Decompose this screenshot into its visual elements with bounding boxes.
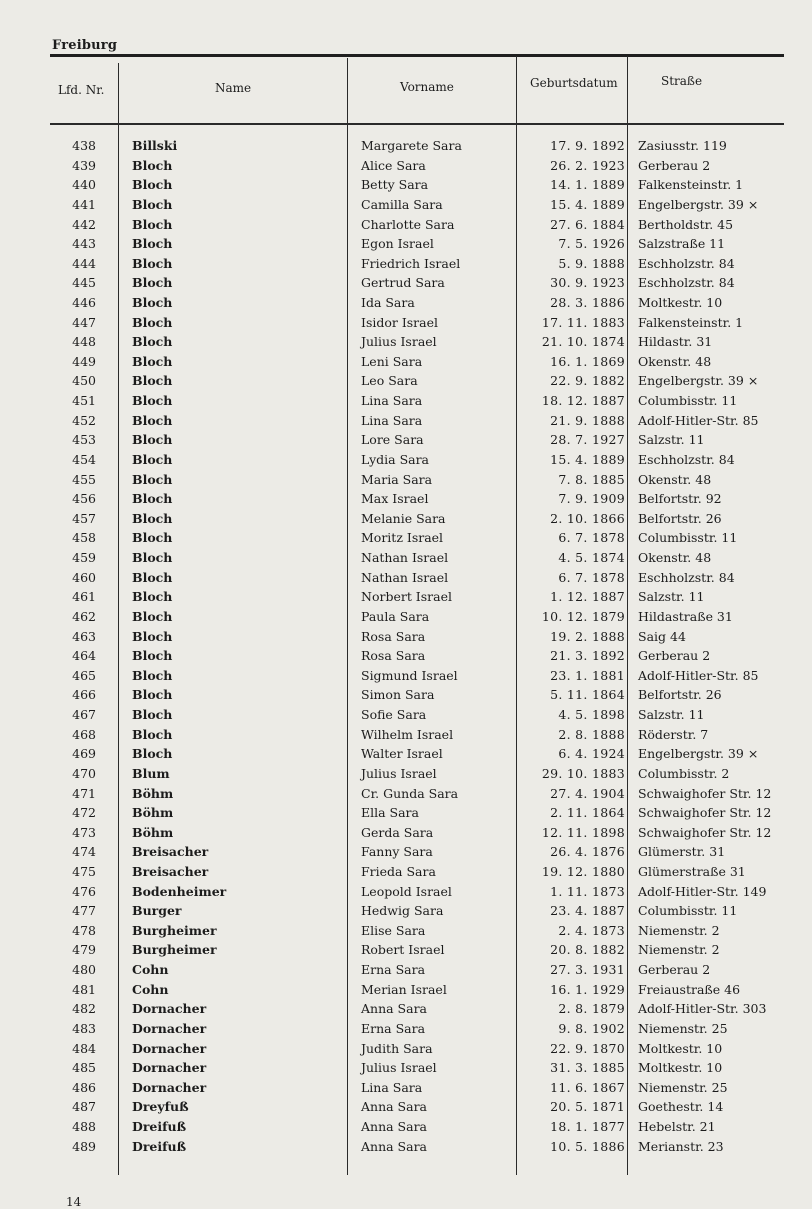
- row-strasse: Niemenstr. 2: [638, 942, 720, 958]
- row-number: 471: [72, 785, 96, 801]
- row-name: Bloch: [132, 687, 173, 703]
- row-strasse: Columbisstr. 11: [638, 530, 738, 546]
- row-name: Dornacher: [132, 1040, 207, 1056]
- row-number: 449: [72, 353, 96, 369]
- row-vorname: Julius Israel: [361, 1060, 437, 1076]
- row-name: Bloch: [132, 589, 173, 605]
- row-geburtsdatum: 1. 12. 1887: [550, 589, 625, 605]
- row-name: Bloch: [132, 393, 173, 409]
- row-strasse: Moltkestr. 10: [638, 1060, 723, 1076]
- row-strasse: Eschholzstr. 84: [638, 451, 735, 467]
- row-strasse: Salzstr. 11: [638, 589, 705, 605]
- row-geburtsdatum: 11. 6. 1867: [550, 1079, 625, 1095]
- row-vorname: Anna Sara: [361, 1099, 427, 1115]
- row-vorname: Robert Israel: [361, 942, 445, 958]
- row-vorname: Anna Sara: [361, 1138, 427, 1154]
- row-name: Bloch: [132, 295, 173, 310]
- page-number: 14: [66, 1195, 82, 1209]
- row-strasse: Niemenstr. 2: [638, 922, 720, 938]
- row-number: 460: [72, 569, 96, 585]
- row-number: 441: [72, 196, 96, 212]
- row-number: 458: [72, 530, 96, 546]
- row-strasse: Falkensteinstr. 1: [638, 177, 744, 193]
- row-vorname: Frieda Sara: [361, 863, 436, 879]
- row-name: Böhm: [132, 805, 174, 821]
- row-name: Bloch: [132, 726, 173, 742]
- row-vorname: Charlotte Sara: [361, 216, 455, 232]
- row-vorname: Lore Sara: [361, 432, 424, 448]
- row-vorname: Judith Sara: [361, 1040, 433, 1056]
- row-number: 474: [72, 844, 96, 860]
- row-name: Bloch: [132, 628, 173, 644]
- row-strasse: Moltkestr. 10: [638, 295, 723, 310]
- row-geburtsdatum: 7. 8. 1885: [558, 471, 625, 487]
- row-name: Bloch: [132, 471, 173, 487]
- row-number: 475: [72, 863, 96, 879]
- row-geburtsdatum: 2. 8. 1888: [558, 726, 625, 742]
- row-strasse: Glümerstr. 31: [638, 844, 726, 860]
- row-name: Burger: [132, 903, 182, 919]
- row-strasse: Columbisstr. 2: [638, 765, 730, 781]
- row-strasse: Salzstr. 11: [638, 707, 705, 722]
- row-number: 453: [72, 432, 96, 448]
- row-geburtsdatum: 4. 5. 1874: [558, 550, 625, 565]
- row-strasse: Engelbergstr. 39 ×: [638, 746, 759, 762]
- row-number: 476: [72, 883, 96, 899]
- row-vorname: Betty Sara: [361, 177, 429, 193]
- row-geburtsdatum: 21. 10. 1874: [541, 334, 625, 350]
- row-number: 468: [72, 726, 96, 742]
- header-rule: [50, 123, 784, 125]
- row-name: Bloch: [132, 412, 173, 428]
- row-name: Bloch: [132, 353, 173, 369]
- row-name: Bloch: [132, 216, 173, 232]
- row-vorname: Leo Sara: [361, 373, 418, 389]
- row-strasse: Merianstr. 23: [638, 1138, 724, 1154]
- row-name: Blum: [132, 765, 170, 781]
- row-vorname: Merian Israel: [361, 981, 447, 997]
- row-geburtsdatum: 2. 10. 1866: [550, 510, 625, 526]
- row-name: Bloch: [132, 255, 173, 271]
- row-vorname: Julius Israel: [361, 334, 437, 350]
- row-name: Bloch: [132, 334, 173, 350]
- row-vorname: Melanie Sara: [361, 510, 446, 526]
- row-strasse: Goethestr. 14: [638, 1099, 724, 1115]
- row-geburtsdatum: 23. 4. 1887: [550, 903, 625, 919]
- row-vorname: Wilhelm Israel: [361, 726, 454, 742]
- row-geburtsdatum: 18. 1. 1877: [550, 1119, 625, 1134]
- row-number: 439: [72, 157, 96, 173]
- row-number: 483: [72, 1020, 96, 1036]
- row-number: 443: [72, 236, 96, 252]
- row-number: 446: [72, 295, 96, 310]
- row-name: Billski: [132, 138, 178, 153]
- row-geburtsdatum: 26. 2. 1923: [550, 157, 625, 173]
- row-vorname: Nathan Israel: [361, 569, 449, 585]
- row-strasse: Salzstraße 11: [638, 236, 726, 252]
- row-vorname: Rosa Sara: [361, 648, 426, 664]
- row-geburtsdatum: 10. 5. 1886: [550, 1138, 625, 1154]
- column-divider-2: [347, 58, 348, 1175]
- column-header-name: Name: [215, 81, 252, 95]
- row-vorname: Hedwig Sara: [361, 903, 444, 919]
- row-number: 463: [72, 628, 96, 644]
- row-number: 479: [72, 942, 96, 958]
- row-vorname: Margarete Sara: [361, 138, 462, 153]
- row-number: 477: [72, 903, 96, 919]
- row-geburtsdatum: 6. 7. 1878: [558, 530, 625, 546]
- row-vorname: Paula Sara: [361, 608, 430, 624]
- row-geburtsdatum: 22. 9. 1882: [550, 373, 625, 389]
- row-strasse: Engelbergstr. 39 ×: [638, 196, 759, 212]
- row-name: Böhm: [132, 824, 174, 840]
- row-name: Dornacher: [132, 1060, 207, 1076]
- row-geburtsdatum: 18. 12. 1887: [541, 393, 625, 409]
- row-number: 442: [72, 216, 96, 232]
- row-strasse: Freiaustraße 46: [638, 981, 741, 997]
- row-name: Bloch: [132, 275, 173, 291]
- row-name: Dornacher: [132, 1020, 207, 1036]
- row-geburtsdatum: 5. 11. 1864: [550, 687, 625, 703]
- row-geburtsdatum: 2. 8. 1879: [558, 1001, 625, 1017]
- row-name: Dreifuß: [132, 1138, 187, 1154]
- row-strasse: Okenstr. 48: [638, 550, 712, 565]
- row-strasse: Adolf-Hitler-Str. 149: [638, 883, 767, 899]
- row-name: Burgheimer: [132, 922, 217, 938]
- row-geburtsdatum: 27. 3. 1931: [550, 962, 625, 977]
- row-vorname: Sigmund Israel: [361, 667, 458, 683]
- row-number: 455: [72, 471, 96, 487]
- city-heading: Freiburg: [52, 38, 118, 53]
- row-geburtsdatum: 6. 7. 1878: [558, 569, 625, 585]
- row-number: 445: [72, 275, 96, 291]
- row-number: 440: [72, 177, 96, 193]
- row-geburtsdatum: 20. 8. 1882: [550, 942, 625, 958]
- row-number: 478: [72, 922, 96, 938]
- row-name: Dreifuß: [132, 1119, 187, 1134]
- row-geburtsdatum: 10. 12. 1879: [541, 608, 625, 624]
- row-vorname: Rosa Sara: [361, 628, 426, 644]
- row-number: 467: [72, 707, 96, 722]
- row-strasse: Moltkestr. 10: [638, 1040, 723, 1056]
- row-geburtsdatum: 5. 9. 1888: [558, 255, 625, 271]
- row-strasse: Eschholzstr. 84: [638, 255, 735, 271]
- row-number: 488: [72, 1119, 96, 1134]
- row-strasse: Okenstr. 48: [638, 471, 712, 487]
- row-geburtsdatum: 7. 5. 1926: [558, 236, 625, 252]
- row-strasse: Gerberau 2: [638, 157, 711, 173]
- row-name: Bloch: [132, 432, 173, 448]
- row-number: 489: [72, 1138, 96, 1154]
- row-strasse: Belfortstr. 26: [638, 510, 722, 526]
- row-number: 487: [72, 1099, 96, 1115]
- row-strasse: Gerberau 2: [638, 648, 711, 664]
- row-name: Bloch: [132, 667, 173, 683]
- row-name: Bodenheimer: [132, 883, 227, 899]
- row-name: Dreyfuß: [132, 1099, 189, 1115]
- row-name: Bloch: [132, 746, 173, 762]
- row-name: Dornacher: [132, 1001, 207, 1017]
- row-name: Cohn: [132, 981, 169, 997]
- row-name: Bloch: [132, 648, 173, 664]
- row-strasse: Röderstr. 7: [638, 726, 709, 742]
- row-name: Bloch: [132, 236, 173, 252]
- row-geburtsdatum: 15. 4. 1889: [550, 196, 625, 212]
- row-number: 465: [72, 667, 96, 683]
- row-number: 454: [72, 451, 96, 467]
- row-vorname: Leni Sara: [361, 353, 423, 369]
- row-strasse: Schwaighofer Str. 12: [638, 785, 772, 801]
- row-number: 466: [72, 687, 96, 703]
- row-strasse: Saig 44: [638, 628, 686, 644]
- row-number: 472: [72, 805, 96, 821]
- row-name: Bloch: [132, 373, 173, 389]
- row-strasse: Schwaighofer Str. 12: [638, 824, 772, 840]
- row-geburtsdatum: 4. 5. 1898: [558, 707, 625, 722]
- row-name: Burgheimer: [132, 942, 217, 958]
- row-vorname: Moritz Israel: [361, 530, 444, 546]
- row-number: 480: [72, 962, 96, 977]
- row-number: 451: [72, 393, 96, 409]
- row-vorname: Leopold Israel: [361, 883, 452, 899]
- row-vorname: Anna Sara: [361, 1119, 427, 1134]
- row-geburtsdatum: 20. 5. 1871: [550, 1099, 625, 1115]
- top-rule: [50, 54, 784, 57]
- row-vorname: Norbert Israel: [361, 589, 452, 605]
- row-strasse: Falkensteinstr. 1: [638, 314, 744, 330]
- row-strasse: Adolf-Hitler-Str. 85: [638, 667, 759, 683]
- row-geburtsdatum: 1. 11. 1873: [550, 883, 625, 899]
- row-strasse: Niemenstr. 25: [638, 1079, 728, 1095]
- column-header-geburtsdatum: Geburtsdatum: [530, 76, 618, 90]
- row-number: 450: [72, 373, 96, 389]
- row-vorname: Ella Sara: [361, 805, 419, 821]
- row-geburtsdatum: 7. 9. 1909: [558, 491, 625, 507]
- row-number: 447: [72, 314, 96, 330]
- row-vorname: Cr. Gunda Sara: [361, 785, 459, 801]
- row-geburtsdatum: 26. 4. 1876: [550, 844, 625, 860]
- row-strasse: Eschholzstr. 84: [638, 569, 735, 585]
- row-strasse: Eschholzstr. 84: [638, 275, 735, 291]
- row-geburtsdatum: 27. 6. 1884: [550, 216, 625, 232]
- row-vorname: Nathan Israel: [361, 550, 449, 565]
- row-vorname: Simon Sara: [361, 687, 435, 703]
- column-divider-4: [627, 56, 628, 1175]
- row-strasse: Columbisstr. 11: [638, 393, 738, 409]
- row-strasse: Columbisstr. 11: [638, 903, 738, 919]
- row-number: 484: [72, 1040, 96, 1056]
- row-name: Bloch: [132, 451, 173, 467]
- row-geburtsdatum: 21. 3. 1892: [550, 648, 625, 664]
- row-name: Böhm: [132, 785, 174, 801]
- row-geburtsdatum: 12. 11. 1898: [541, 824, 625, 840]
- row-number: 459: [72, 550, 96, 565]
- row-vorname: Lina Sara: [361, 393, 423, 409]
- row-vorname: Max Israel: [361, 491, 429, 507]
- row-strasse: Gerberau 2: [638, 962, 711, 977]
- row-strasse: Okenstr. 48: [638, 353, 712, 369]
- row-geburtsdatum: 9. 8. 1902: [558, 1020, 625, 1036]
- row-geburtsdatum: 27. 4. 1904: [550, 785, 625, 801]
- row-vorname: Lina Sara: [361, 1079, 423, 1095]
- row-strasse: Adolf-Hitler-Str. 85: [638, 412, 759, 428]
- row-number: 461: [72, 589, 96, 605]
- row-vorname: Camilla Sara: [361, 196, 443, 212]
- row-vorname: Lydia Sara: [361, 451, 430, 467]
- row-geburtsdatum: 14. 1. 1889: [550, 177, 625, 193]
- row-number: 469: [72, 746, 96, 762]
- row-name: Bloch: [132, 314, 173, 330]
- row-number: 448: [72, 334, 96, 350]
- row-name: Dornacher: [132, 1079, 207, 1095]
- row-name: Bloch: [132, 196, 173, 212]
- row-vorname: Friedrich Israel: [361, 255, 461, 271]
- row-geburtsdatum: 23. 1. 1881: [550, 667, 625, 683]
- row-strasse: Adolf-Hitler-Str. 303: [638, 1001, 767, 1017]
- row-geburtsdatum: 21. 9. 1888: [550, 412, 625, 428]
- row-strasse: Hildastraße 31: [638, 608, 733, 624]
- row-strasse: Engelbergstr. 39 ×: [638, 373, 759, 389]
- row-number: 462: [72, 608, 96, 624]
- row-geburtsdatum: 2. 11. 1864: [550, 805, 625, 821]
- row-geburtsdatum: 19. 2. 1888: [550, 628, 625, 644]
- row-name: Bloch: [132, 157, 173, 173]
- row-name: Bloch: [132, 177, 173, 193]
- row-vorname: Gerda Sara: [361, 824, 434, 840]
- row-geburtsdatum: 6. 4. 1924: [558, 746, 625, 762]
- column-header-strasse: Straße: [661, 74, 703, 88]
- row-number: 464: [72, 648, 96, 664]
- row-strasse: Zasiusstr. 119: [638, 138, 727, 153]
- row-name: Bloch: [132, 707, 173, 722]
- row-strasse: Hildastr. 31: [638, 334, 713, 350]
- row-geburtsdatum: 29. 10. 1883: [541, 765, 625, 781]
- row-strasse: Hebelstr. 21: [638, 1119, 716, 1134]
- row-geburtsdatum: 15. 4. 1889: [550, 451, 625, 467]
- row-number: 485: [72, 1060, 96, 1076]
- row-strasse: Glümerstraße 31: [638, 863, 746, 879]
- row-name: Bloch: [132, 510, 173, 526]
- row-geburtsdatum: 31. 3. 1885: [550, 1060, 625, 1076]
- row-name: Bloch: [132, 491, 173, 507]
- row-number: 452: [72, 412, 96, 428]
- row-number: 438: [72, 138, 96, 153]
- row-geburtsdatum: 16. 1. 1929: [550, 981, 625, 997]
- row-geburtsdatum: 28. 7. 1927: [550, 432, 625, 448]
- row-name: Bloch: [132, 569, 173, 585]
- row-geburtsdatum: 16. 1. 1869: [550, 353, 625, 369]
- column-divider-1: [118, 63, 119, 1175]
- row-number: 457: [72, 510, 96, 526]
- row-vorname: Gertrud Sara: [361, 275, 445, 291]
- row-vorname: Egon Israel: [361, 236, 434, 252]
- row-vorname: Julius Israel: [361, 765, 437, 781]
- row-strasse: Belfortstr. 26: [638, 687, 722, 703]
- row-number: 482: [72, 1001, 96, 1017]
- row-vorname: Sofie Sara: [361, 707, 427, 722]
- row-vorname: Maria Sara: [361, 471, 433, 487]
- row-vorname: Alice Sara: [361, 157, 426, 173]
- row-number: 486: [72, 1079, 96, 1095]
- row-vorname: Anna Sara: [361, 1001, 427, 1017]
- row-strasse: Salzstr. 11: [638, 432, 705, 448]
- row-vorname: Fanny Sara: [361, 844, 433, 860]
- row-geburtsdatum: 30. 9. 1923: [550, 275, 625, 291]
- row-strasse: Niemenstr. 25: [638, 1020, 728, 1036]
- row-strasse: Bertholdstr. 45: [638, 216, 734, 232]
- row-name: Bloch: [132, 530, 173, 546]
- row-number: 481: [72, 981, 96, 997]
- row-vorname: Elise Sara: [361, 922, 426, 938]
- row-vorname: Ida Sara: [361, 295, 415, 310]
- row-geburtsdatum: 2. 4. 1873: [558, 922, 625, 938]
- column-header-nr: Lfd. Nr.: [58, 83, 105, 97]
- row-name: Bloch: [132, 550, 173, 565]
- row-number: 456: [72, 491, 96, 507]
- row-vorname: Isidor Israel: [361, 314, 439, 330]
- row-geburtsdatum: 22. 9. 1870: [550, 1040, 625, 1056]
- row-geburtsdatum: 17. 9. 1892: [550, 138, 625, 153]
- row-name: Breisacher: [132, 844, 209, 860]
- row-number: 470: [72, 765, 96, 781]
- row-strasse: Belfortstr. 92: [638, 491, 722, 507]
- column-header-vorname: Vorname: [400, 80, 454, 94]
- row-number: 473: [72, 824, 96, 840]
- row-geburtsdatum: 19. 12. 1880: [541, 863, 625, 879]
- row-number: 444: [72, 255, 96, 271]
- row-strasse: Schwaighofer Str. 12: [638, 805, 772, 821]
- row-vorname: Erna Sara: [361, 962, 426, 977]
- row-vorname: Walter Israel: [361, 746, 443, 762]
- row-name: Breisacher: [132, 863, 209, 879]
- row-geburtsdatum: 28. 3. 1886: [550, 295, 625, 310]
- row-name: Cohn: [132, 962, 169, 977]
- column-divider-3: [516, 56, 517, 1175]
- row-vorname: Erna Sara: [361, 1020, 426, 1036]
- row-geburtsdatum: 17. 11. 1883: [541, 314, 625, 330]
- row-vorname: Lina Sara: [361, 412, 423, 428]
- row-name: Bloch: [132, 608, 173, 624]
